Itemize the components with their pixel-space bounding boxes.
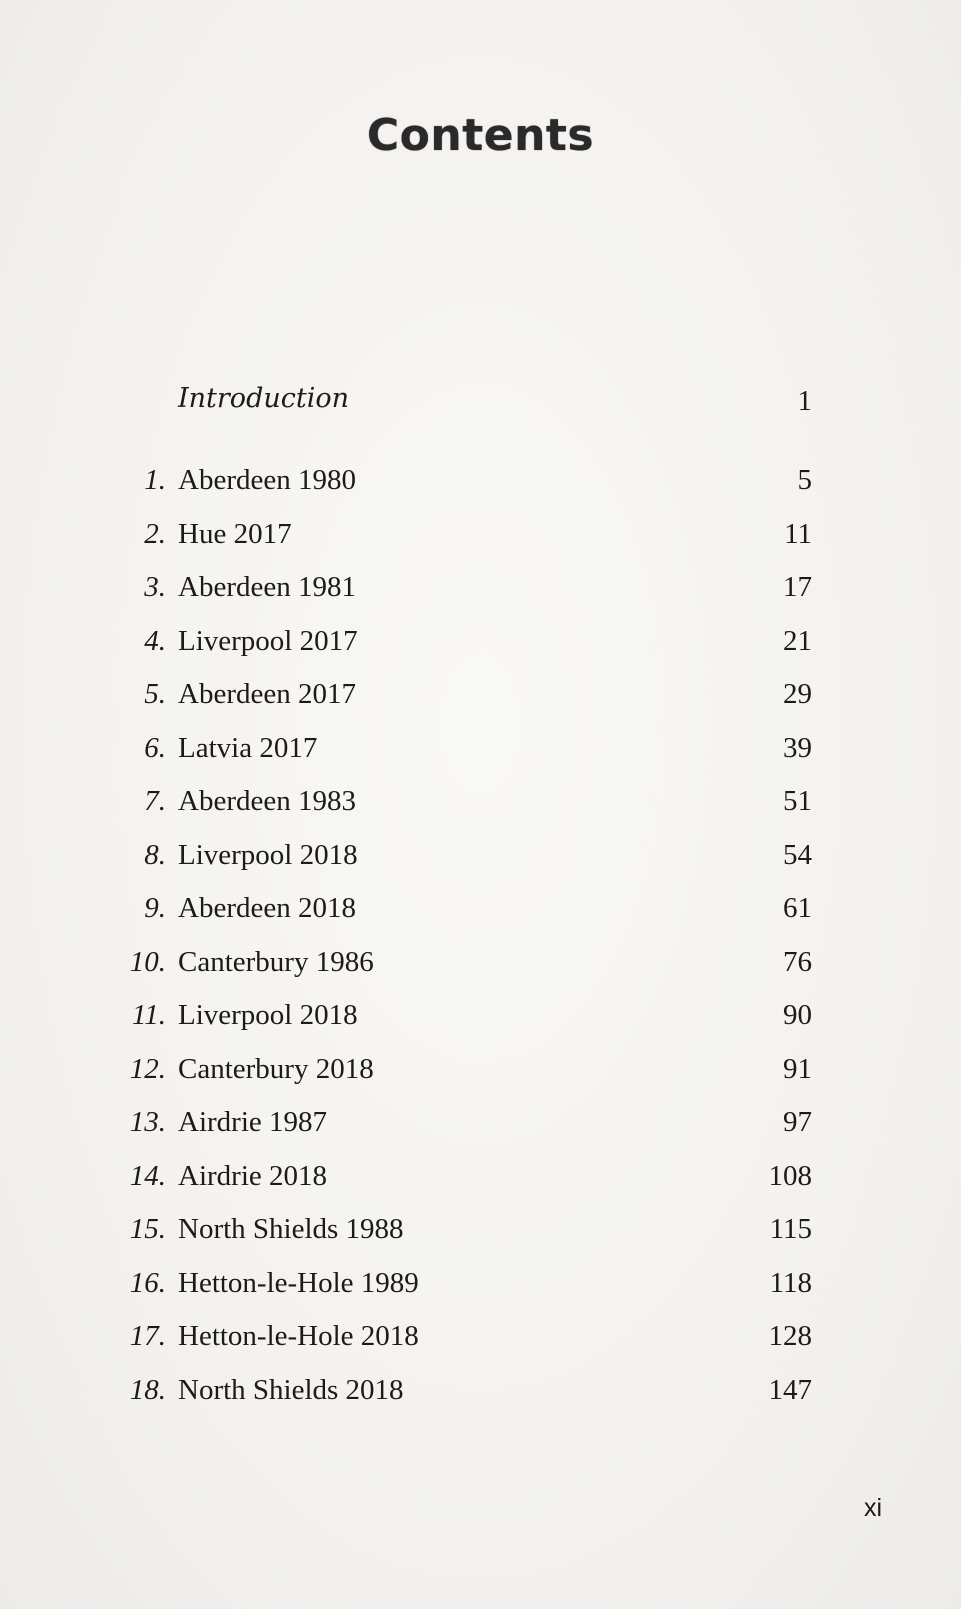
toc-entry-page: 29 — [783, 678, 812, 710]
toc-entry-number: 11. — [131, 999, 166, 1031]
toc-entry-page: 108 — [768, 1159, 812, 1192]
toc-entry-title: Aberdeen 1980 — [178, 464, 356, 496]
toc-entry-title: North Shields 1988 — [178, 1213, 404, 1245]
toc-entry-title: North Shields 2018 — [178, 1373, 404, 1406]
toc-entry-title: Liverpool 2018 — [178, 999, 358, 1031]
toc-entry-number: 2. — [144, 517, 166, 550]
toc-entry — [0, 464, 961, 518]
toc-entry-title: Liverpool 2017 — [178, 624, 358, 657]
toc-entry-number: 14. — [129, 1159, 166, 1192]
toc-entry-title: Aberdeen 2018 — [178, 892, 356, 924]
toc-entry-title: Liverpool 2018 — [178, 838, 358, 871]
toc-entry — [0, 785, 961, 839]
toc-entry — [0, 1374, 961, 1428]
toc-entry-page: 115 — [769, 1213, 812, 1245]
toc-entry-page: 97 — [783, 1106, 812, 1138]
toc-entry-number: 8. — [144, 838, 166, 871]
toc-entry-number: 3. — [144, 571, 166, 603]
toc-list — [0, 464, 961, 1427]
toc-entry — [0, 839, 961, 893]
toc-entry-title: Canterbury 2018 — [178, 1052, 374, 1085]
toc-introduction-label: Introduction — [178, 383, 349, 414]
toc-entry-page: 17 — [783, 571, 812, 603]
page-folio: xi — [863, 1494, 882, 1522]
toc-entry-page: 39 — [783, 731, 812, 764]
toc-entry-title: Canterbury 1986 — [178, 945, 374, 978]
toc-entry-number: 9. — [144, 892, 166, 924]
toc-entry — [0, 678, 961, 732]
toc-entry — [0, 1320, 961, 1374]
toc-entry — [0, 1160, 961, 1214]
toc-entry-page: 51 — [783, 785, 812, 817]
toc-entry — [0, 1213, 961, 1267]
toc-entry-number: 10. — [129, 945, 166, 978]
toc-introduction-page: 1 — [797, 385, 812, 417]
toc-entry-title: Airdrie 1987 — [178, 1106, 327, 1138]
toc-entry — [0, 946, 961, 1000]
toc-entry-number: 12. — [129, 1052, 166, 1085]
toc-entry-number: 5. — [144, 678, 166, 710]
toc-entry-title: Airdrie 2018 — [178, 1159, 327, 1192]
toc-entry-number: 15. — [129, 1213, 166, 1245]
toc-entry-page: 21 — [783, 624, 812, 657]
toc-entry-page: 118 — [769, 1266, 812, 1299]
toc-entry — [0, 732, 961, 786]
toc-entry-number: 4. — [144, 624, 166, 657]
toc-entry-page: 54 — [783, 838, 812, 871]
toc-entry — [0, 518, 961, 572]
toc-entry-page: 76 — [783, 945, 812, 978]
toc-entry-number: 17. — [129, 1320, 166, 1352]
toc-entry-page: 90 — [783, 999, 812, 1031]
toc-entry — [0, 1053, 961, 1107]
toc-entry — [0, 1267, 961, 1321]
page-title: Contents — [366, 110, 595, 161]
toc-entry-title: Aberdeen 1981 — [178, 571, 356, 603]
toc-entry-page: 5 — [797, 464, 812, 496]
toc-entry-number: 16. — [129, 1266, 166, 1299]
toc-entry-number: 1. — [144, 464, 166, 496]
toc-entry — [0, 625, 961, 679]
toc-entry-page: 147 — [768, 1373, 812, 1406]
toc-entry-page: 61 — [783, 892, 812, 924]
toc-entry-title: Hetton-le-Hole 1989 — [178, 1266, 419, 1299]
toc-entry-page: 128 — [768, 1320, 812, 1352]
toc-entry — [0, 1106, 961, 1160]
toc-entry-title: Latvia 2017 — [178, 731, 318, 764]
toc-entry-number: 13. — [129, 1106, 166, 1138]
toc-entry-number: 6. — [144, 731, 166, 764]
toc-entry-title: Aberdeen 1983 — [178, 785, 356, 817]
toc-entry-number: 7. — [144, 785, 166, 817]
toc-entry-number: 18. — [129, 1373, 166, 1406]
toc-entry-page: 91 — [783, 1052, 812, 1085]
toc-entry — [0, 892, 961, 946]
toc-entry — [0, 571, 961, 625]
toc-entry-title: Hue 2017 — [178, 517, 292, 550]
toc-entry-title: Hetton-le-Hole 2018 — [178, 1320, 419, 1352]
toc-entry-page: 11 — [784, 517, 812, 550]
toc-entry-title: Aberdeen 2017 — [178, 678, 356, 710]
toc-entry — [0, 999, 961, 1053]
